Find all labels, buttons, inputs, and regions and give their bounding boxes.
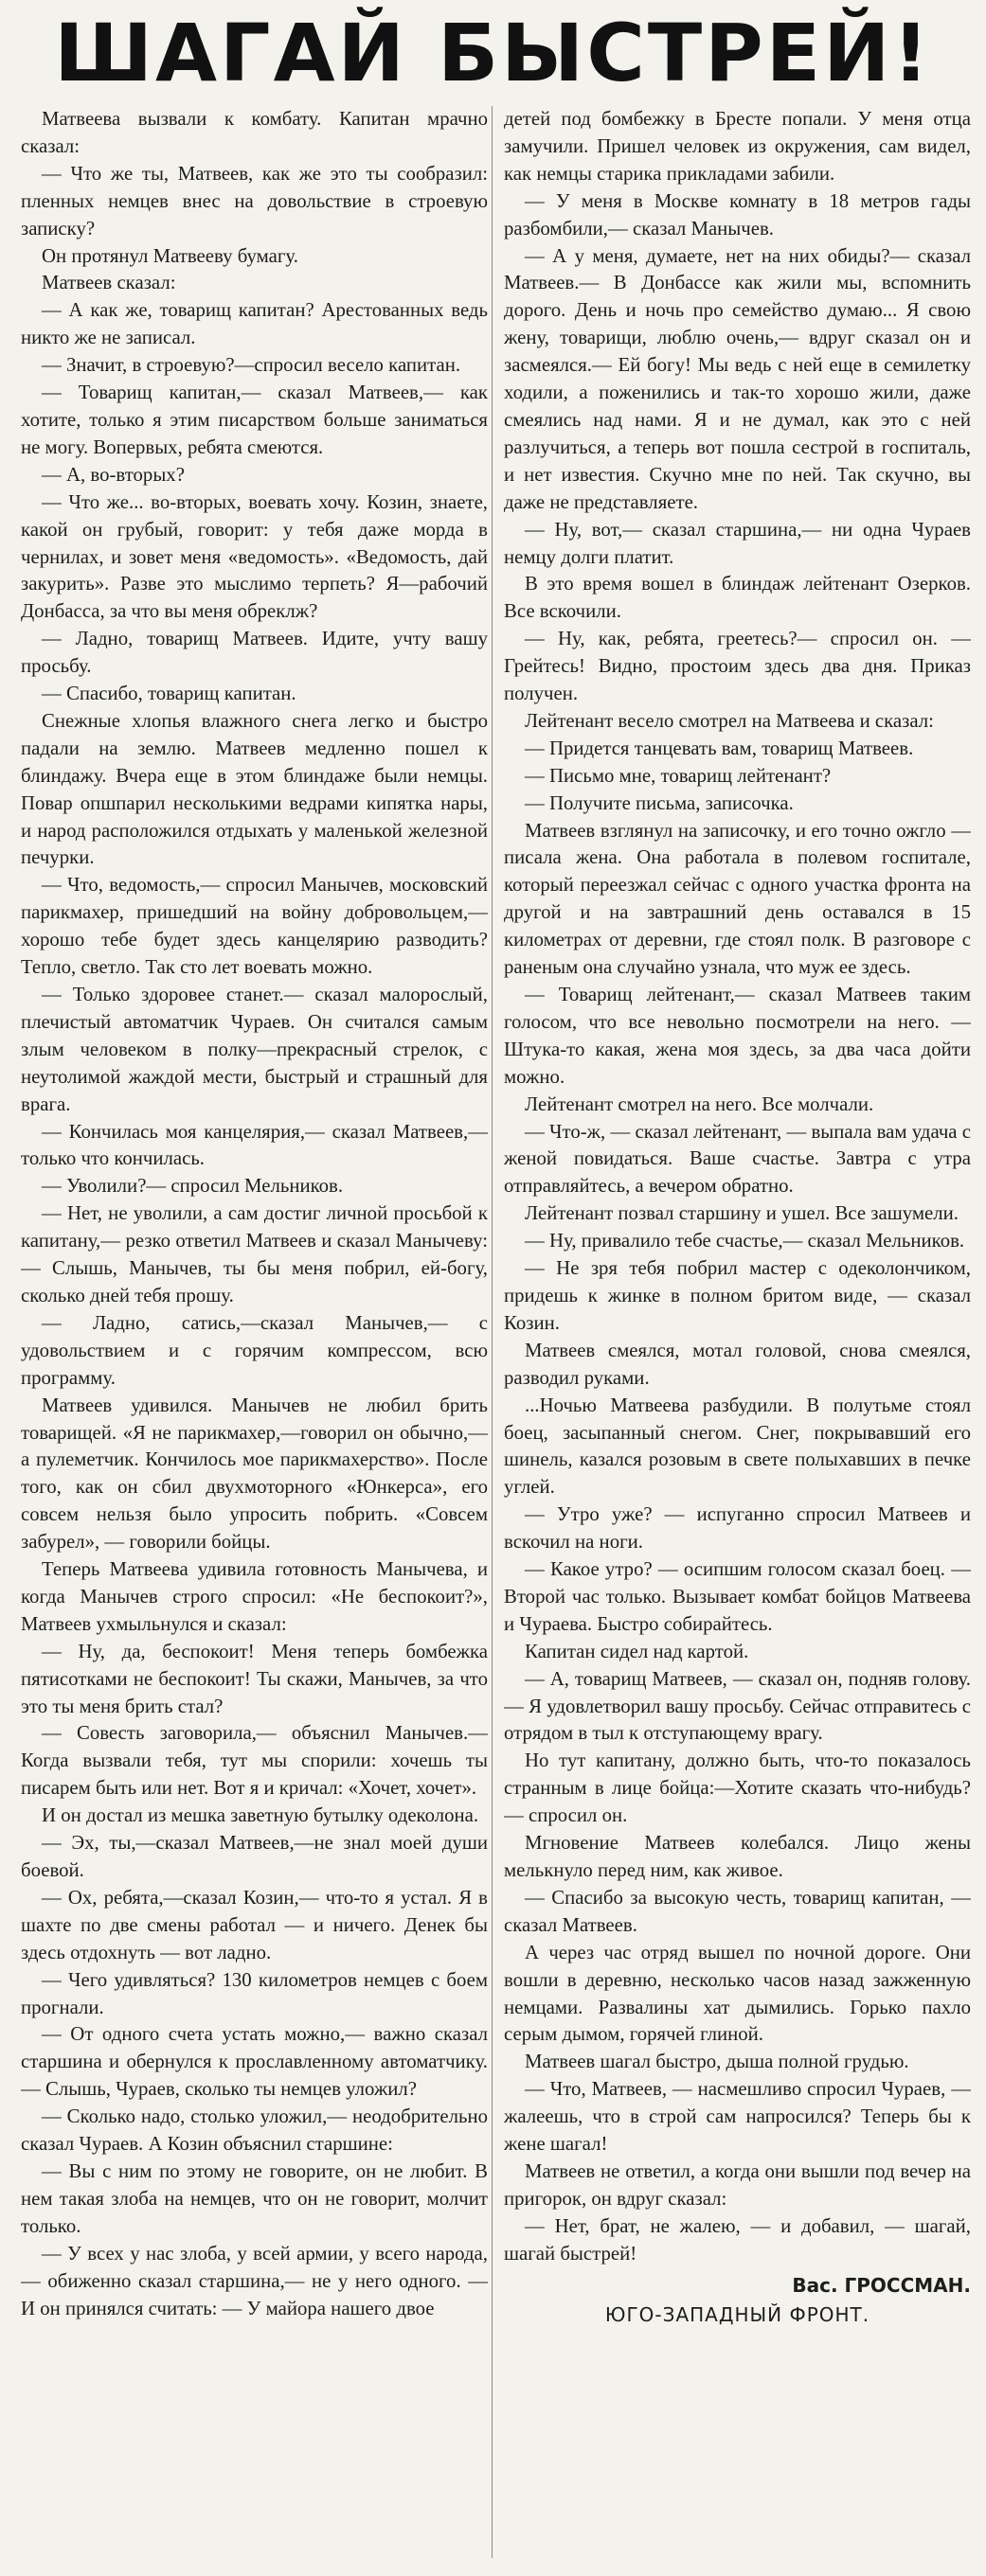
paragraph: — Сколько надо, столько уложил,— неодобрительно сказал Чураев. А Козин объяснил старшине: bbox=[21, 2105, 488, 2156]
paragraph: В это время вошел в блиндаж лейтенант Озерков. Все вскочили. bbox=[504, 573, 971, 623]
paragraph: Капитан сидел над картой. bbox=[525, 1640, 749, 1662]
paragraph: — У всех у нас злоба, у всей армии, у всего народа,— обиженно сказал старшина,— не у него одного. — И он принялся считать: — У майора нашего двое bbox=[21, 2242, 488, 2319]
left-column bbox=[21, 106, 488, 2567]
paragraph: Лейтенант смотрел на него. Все молчали. bbox=[525, 1093, 874, 1115]
paragraph: Но тут капитану, должно быть, что-то показалось странным в лице бойца:—Хотите сказать что-нибудь? — спросил он. bbox=[504, 1750, 971, 1827]
column-divider bbox=[492, 106, 493, 2558]
paragraph: — Ладно, товарищ Матвеев. Идите, учту вашу просьбу. bbox=[21, 628, 488, 678]
headline: ШАГАЙ БЫСТРЕЙ! bbox=[54, 7, 932, 99]
paragraph: — А как же, товарищ капитан? Арестованных ведь никто же не записал. bbox=[21, 299, 488, 349]
paragraph: — Уволили?— спросил Мельников. bbox=[42, 1175, 344, 1198]
paragraph: — Получите письма, записочка. bbox=[525, 791, 794, 814]
paragraph: Теперь Матвеева удивила готовность Манычева, и когда Манычев строго спросил: «Не беспокоит?», Матвеев ухмыльнулся и сказал: bbox=[21, 1558, 488, 1635]
dateline-front: ЮГО-ЗАПАДНЫЙ ФРОНТ. bbox=[604, 2302, 870, 2326]
paragraph: Матвеев сказал: bbox=[42, 272, 176, 294]
paragraph: — А у меня, думаете, нет на них обиды?— сказал Матвеев.— В Донбассе как жили мы, вспомнить дорого. День и ночь про семейство думаю... Я свою жену, товарищи, люблю очень,— вдруг сказал он и засмеялся.— Ей богу! Мы ведь с ней еще в семилетку ходили, а поженились и так-то хорошо жили, даже смеялись над нами. Я и не думал, как это с ней разлучиться, а теперь вот пошла сестрой в госпиталь, и нет известия. Скучно мне по ней. Так скучно, вы даже не представляете. bbox=[504, 244, 971, 513]
author-signature: Вас. ГРОССМАН. bbox=[792, 2273, 971, 2297]
paragraph: А через час отряд вышел по ночной дороге. Они вошли в деревню, несколько часов назад зажженную немцами. Развалины хат дымились. Горько пахло серым дымом, горячей глиной. bbox=[504, 1941, 971, 2046]
paragraph: Он протянул Матвееву бумагу. bbox=[42, 244, 298, 267]
paragraph: — А, товарищ Матвеев, — сказал он, подняв голову. — Я удовлетворил вашу просьбу. Сейчас отправитесь с отрядом в тыл к отступающему врагу. bbox=[504, 1667, 971, 1745]
paragraph: ...Ночью Матвеева разбудили. В полутьме стоял боец, засыпанный снегом. Снег, покрывавший его шинель, казался розовым в свете полыхавших в печке углей. bbox=[504, 1394, 971, 1499]
paragraph: — Кончилась моя канцелярия,— сказал Матвеев,— только что кончилась. bbox=[21, 1120, 488, 1170]
paragraph: Матвеев шагал быстро, дыша полной грудью. bbox=[525, 2051, 909, 2073]
paragraph: — Спасибо, товарищ капитан. bbox=[42, 683, 296, 705]
paragraph: детей под бомбежку в Бресте попали. У меня отца замучили. Пришел человек из окружения, сам видел, как немцы старика прикладами забили. bbox=[504, 108, 971, 185]
paragraph: — Чего удивляться? 130 километров немцев с боем прогнали. bbox=[21, 1968, 488, 2018]
paragraph: Снежные хлопья влажного снега легко и быстро падали на землю. Матвеев медленно пошел к блиндажу. Вчера еще в этом блиндаже были немцы. Повар опшпарил несколькими ведрами кипятка нары, и народ расположился отдыхать у маленькой железной печурки. bbox=[21, 709, 488, 869]
paragraph: — Придется танцевать вам, товарищ Матвеев. bbox=[525, 737, 914, 759]
paragraph: Лейтенант позвал старшину и ушел. Все зашумели. bbox=[525, 1202, 959, 1225]
paragraph: — Ну, вот,— сказал старшина,— ни одна Чураев немцу долги платит. bbox=[504, 518, 971, 568]
paragraph: Матвеев не ответил, а когда они вышли под вечер на пригорок, он вдруг сказал: bbox=[504, 2159, 971, 2210]
paragraph: Матвеев взглянул на записочку, и его точно ожгло — писала жена. Она работала в полевом госпитале, который переезжал сейчас с одного участка фронта на другой и на завтрашний день оставался в 15 километрах от деревни, где стоял полк. В разговоре с раненым она случайно узнала, что муж ее здесь. bbox=[504, 819, 971, 979]
paragraph: — Ну, привалило тебе счастье,— сказал Мельников. bbox=[525, 1230, 965, 1252]
paragraph: — Письмо мне, товарищ лейтенант? bbox=[525, 764, 832, 787]
paragraph: — От одного счета устать можно,— важно сказал старшина и обернулся к прославленному автоматчику. — Слышь, Чураев, сколько ты немцев уложил? bbox=[21, 2023, 488, 2101]
paragraph: — Нет, не уволили, а сам достиг личной просьбой к капитану,— резко ответил Матвеев и сказал Манычеву:— Слышь, Манычев, ты бы меня побрил, ей-богу, сколько дней тебя прошу. bbox=[21, 1202, 488, 1306]
right-column-text bbox=[504, 106, 971, 2268]
paragraph: — Что, ведомость,— спросил Манычев, московский парикмахер, пришедший на войну добровольцем,— хорошо тебе будет здесь канцелярию разводить? Тепло, светло. Так сто лет воевать можно. bbox=[21, 874, 488, 979]
paragraph: — Значит, в строевую?—спросил весело капитан. bbox=[42, 354, 461, 377]
right-column bbox=[504, 106, 971, 2567]
paragraph: Матвеев смеялся, мотал головой, снова смеялся, разводил руками. bbox=[504, 1339, 971, 1389]
paragraph: — Ох, ребята,—сказал Козин,— что-то я устал. Я в шахте по две смены работал — и ничего. Денек бы здесь отдохнуть — вот ладно. bbox=[21, 1886, 488, 1963]
paragraph: — Не зря тебя побрил мастер с одеколончиком, придешь к жинке в полном бритом виде, — сказал Козин. bbox=[504, 1257, 971, 1334]
paragraph: — Товарищ капитан,— сказал Матвеев,— как хотите, только я этим писарством больше заниматься не могу. Вопервых, ребята смеются. bbox=[21, 382, 488, 458]
paragraph: Мгновение Матвеев колебался. Лицо жены мелькнуло перед ним, как живое. bbox=[504, 1832, 971, 1881]
paragraph: — Ну, как, ребята, греетесь?— спросил он. — Грейтесь! Видно, простоим здесь два дня. Приказ получен. bbox=[504, 628, 971, 705]
paragraph: — Что же ты, Матвеев, как же это ты сообразил: пленных немцев внес на довольствие в строевую записку? bbox=[21, 162, 488, 240]
paragraph: Матвеева вызвали к комбату. Капитан мрачно сказал: bbox=[21, 108, 488, 157]
paragraph: — Утро уже? — испуганно спросил Матвеев и вскочил на ноги. bbox=[504, 1503, 971, 1554]
paragraph: И он достал из мешка заветную бутылку одеколона. bbox=[42, 1804, 479, 1827]
paragraph: — Товарищ лейтенант,— сказал Матвеев таким голосом, что все невольно посмотрели на него. — Штука-то какая, жена моя здесь, за два часа дойти можно. bbox=[504, 984, 971, 1088]
paragraph: — Ну, да, беспокоит! Меня теперь бомбежка пятисотками не беспокоит! Ты скажи, Манычев, за что это ты меня брить стал? bbox=[21, 1640, 488, 1717]
paragraph: — Совесть заговорила,— объяснил Манычев.—Когда вызвали тебя, тут мы спорили: хочешь ты писарем быть или нет. Вот я и кричал: «Хочет, хочет». bbox=[21, 1722, 488, 1800]
paragraph: — Только здоровее станет.— сказал малорослый, плечистый автоматчик Чураев. Он считался самым злым человеком в полку—прекрасный стрелок, с неутолимой жаждой мести, быстрый и страшный для врага. bbox=[21, 984, 488, 1115]
paragraph: — Что, Матвеев, — насмешливо спросил Чураев, — жалеешь, что в строй сам напросился? Теперь бы к жене шагал! bbox=[504, 2078, 971, 2156]
paragraph: Лейтенант весело смотрел на Матвеева и сказал: bbox=[525, 709, 934, 732]
paragraph: — У меня в Москве комнату в 18 метров гады разбомбили,— сказал Манычев. bbox=[504, 189, 971, 240]
paragraph: — Какое утро? — осипшим голосом сказал боец. — Второй час только. Вызывает комбат бойцов Матвеева и Чураева. Быстро собирайтесь. bbox=[504, 1558, 971, 1635]
paragraph: — Ладно, сатись,—сказал Манычев,— с удовольствием и с горячим компрессом, всю программу. bbox=[21, 1311, 488, 1389]
paragraph: — Нет, брат, не жалею, — и добавил, — шагай, шагай быстрей! bbox=[504, 2214, 971, 2265]
paragraph: — А, во-вторых? bbox=[42, 463, 185, 486]
paragraph: Матвеев удивился. Манычев не любил брить товарищей. «Я не парикмахер,—говорил он обычно,— а пулеметчик. Кончилось мое парикмахерство». После того, как он сбил двухмоторного «Юнкерса», его совсем нельзя было упросить побрить. «Совсем забурел», — говорили бойцы. bbox=[21, 1394, 488, 1554]
paragraph: — Спасибо за высокую честь, товарищ капитан, — сказал Матвеев. bbox=[504, 1886, 971, 1936]
paragraph: — Эх, ты,—сказал Матвеев,—не знал моей души боевой. bbox=[21, 1832, 488, 1881]
paragraph: — Вы с ним по этому не говорите, он не любит. В нем такая злоба на немцев, что он не говорит, молчит только. bbox=[21, 2159, 488, 2237]
paragraph: — Что-ж, — сказал лейтенант, — выпала вам удача с женой повидаться. Ваше счастье. Завтра с утра отправляйтесь, а вечером обратно. bbox=[504, 1120, 971, 1198]
paragraph: — Что же... во-вторых, воевать хочу. Козин, знаете, какой он грубый, говорит: у тебя даже морда в чернилах, и зовет меня «ведомость». «Ведомость, дай закурить». Разве это мыслимо терпеть? Я—рабочий Донбасса, за что вы меня обреклж? bbox=[21, 490, 488, 623]
